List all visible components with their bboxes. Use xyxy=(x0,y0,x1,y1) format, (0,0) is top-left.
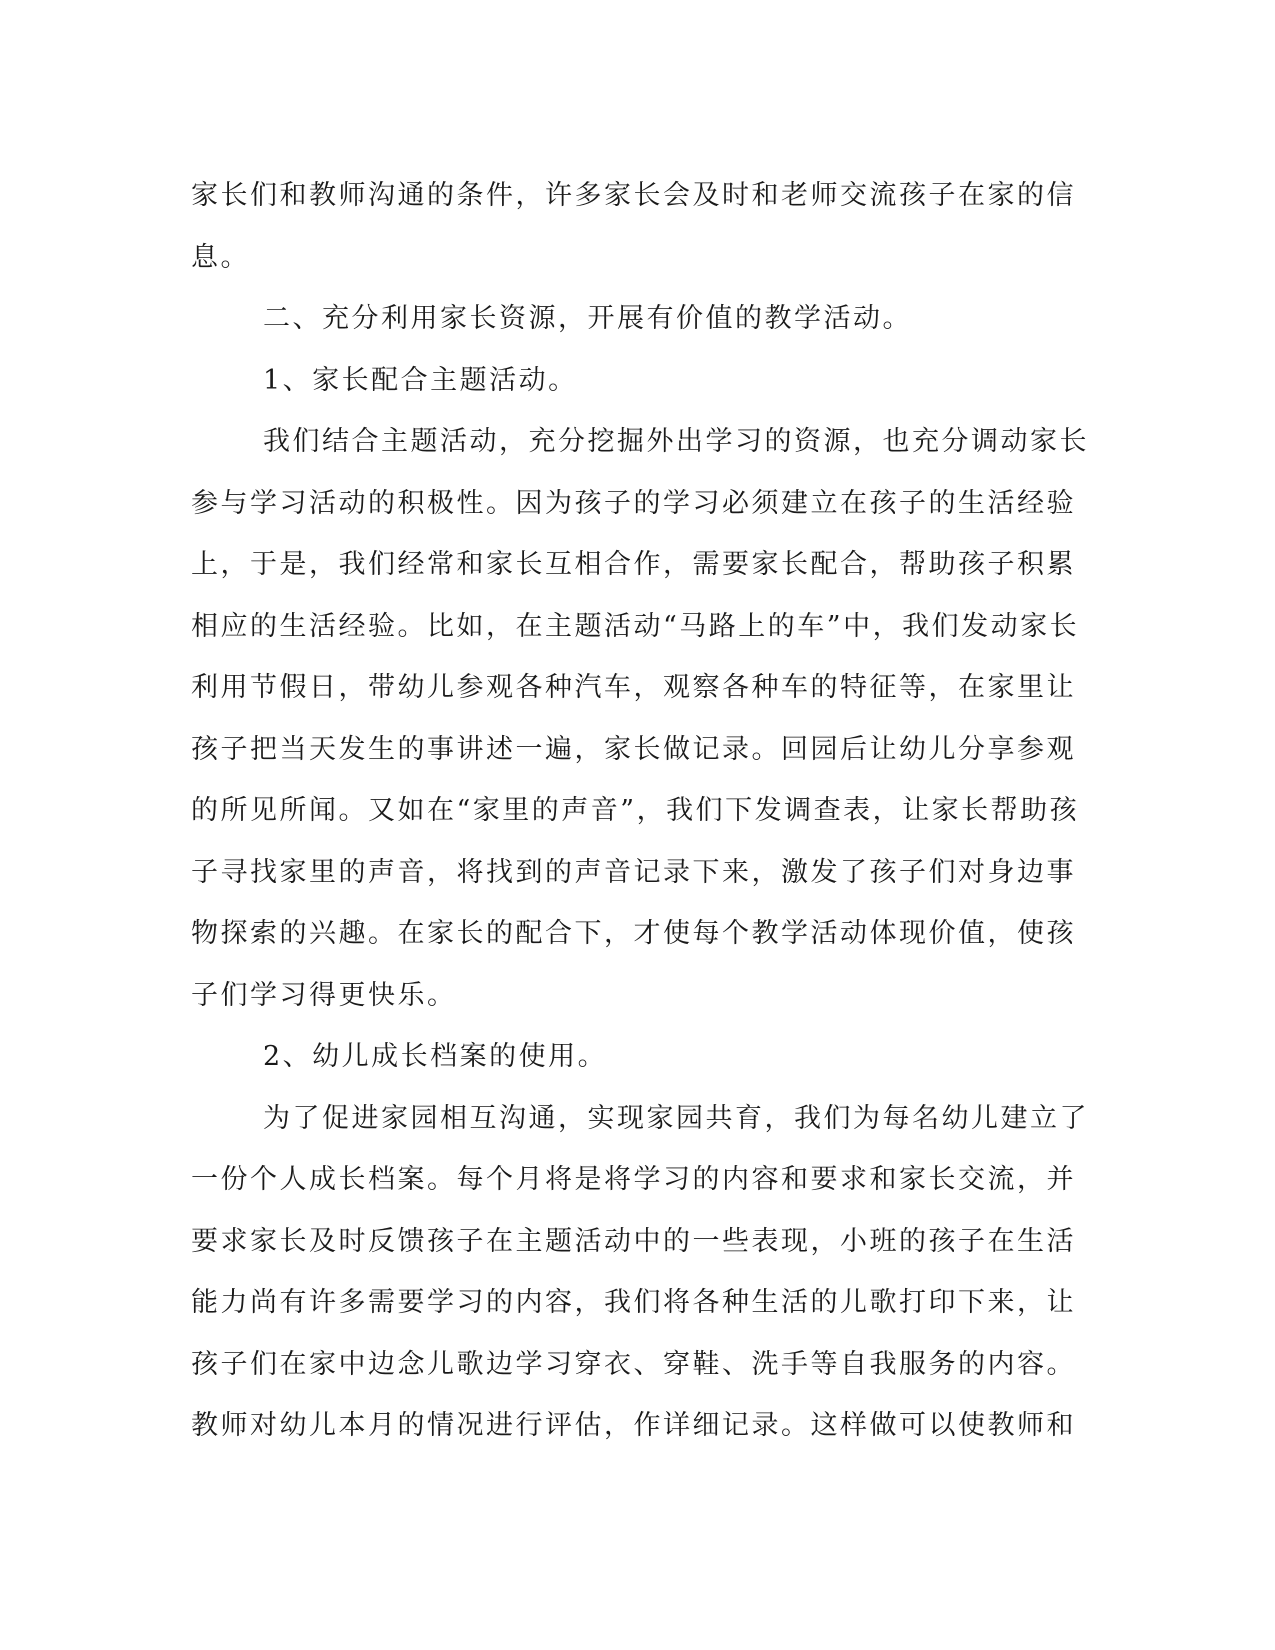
text-line: 教师对幼儿本月的情况进行评估，作详细记录。这样做可以使教师和 xyxy=(191,1410,1076,1441)
text-line: 息。 xyxy=(191,241,250,273)
text-line: 物探索的兴趣。在家长的配合下，才使每个教学活动体现价值，使孩 xyxy=(191,918,1076,949)
text-line: 孩子们在家中边念儿歌边学习穿衣、穿鞋、洗手等自我服务的内容。 xyxy=(191,1348,1076,1380)
text-line: 孩子把当天发生的事讲述一遍，家长做记录。回园后让幼儿分享参观 xyxy=(191,733,1076,765)
text-line: 能力尚有许多需要学习的内容，我们将各种生活的儿歌打印下来，让 xyxy=(191,1287,1076,1318)
text-line: 的所见所闻。又如在“家里的声音”，我们下发调查表，让家长帮助孩 xyxy=(191,795,1080,826)
text-line: 上，于是，我们经常和家长互相合作，需要家长配合，帮助孩子积累 xyxy=(191,549,1076,580)
text-line: 利用节假日，带幼儿参观各种汽车，观察各种车的特征等，在家里让 xyxy=(191,672,1076,703)
subsection-heading: 2、幼儿成长档案的使用。 xyxy=(263,1041,608,1072)
text-line: 参与学习活动的积极性。因为孩子的学习必须建立在孩子的生活经验 xyxy=(191,487,1076,519)
text-line: 家长们和教师沟通的条件，许多家长会及时和老师交流孩子在家的信 xyxy=(191,180,1076,211)
text-line: 子寻找家里的声音，将找到的声音记录下来，激发了孩子们对身边事 xyxy=(191,856,1076,888)
document-body xyxy=(191,165,1089,1457)
paragraph-first-line: 我们结合主题活动，充分挖掘外出学习的资源，也充分调动家长 xyxy=(263,426,1089,457)
text-line: 相应的生活经验。比如，在主题活动“马路上的车”中，我们发动家长 xyxy=(191,610,1080,642)
text-line: 要求家长及时反馈孩子在主题活动中的一些表现，小班的孩子在生活 xyxy=(191,1225,1076,1257)
text-line: 子们学习得更快乐。 xyxy=(191,979,457,1011)
section-heading: 二、充分利用家长资源，开展有价值的教学活动。 xyxy=(263,303,912,334)
subsection-heading: 1、家长配合主题活动。 xyxy=(263,364,578,396)
text-line: 一份个人成长档案。每个月将是将学习的内容和要求和家长交流，并 xyxy=(191,1164,1076,1195)
paragraph-first-line: 为了促进家园相互沟通，实现家园共育，我们为每名幼儿建立了 xyxy=(263,1102,1089,1134)
